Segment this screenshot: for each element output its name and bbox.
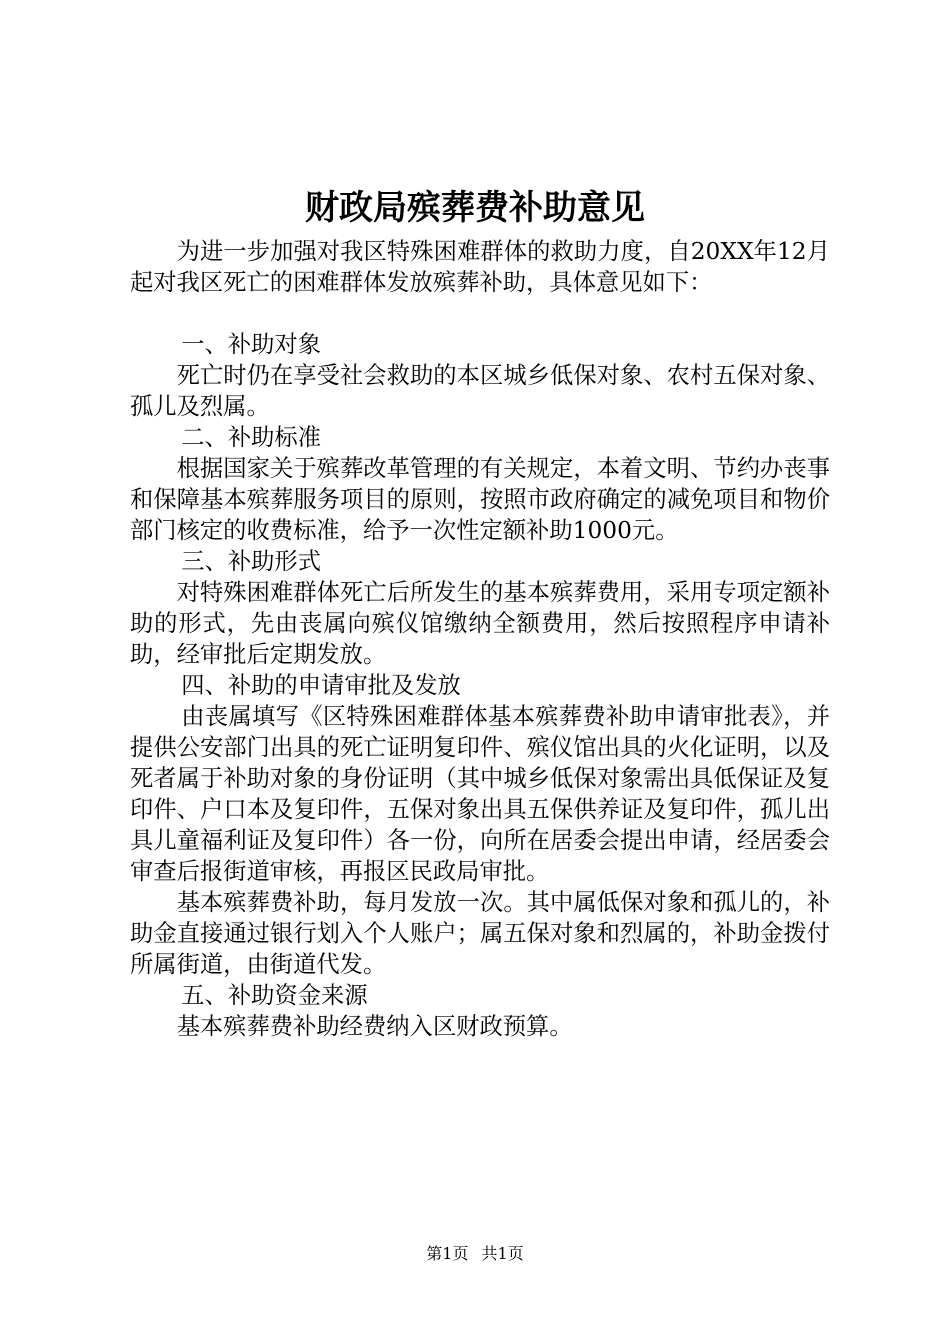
section-text-2: 根据国家关于殡葬改革管理的有关规定，本着文明、节约办丧事和保障基本殡葬服务项目的原则，按照市政府确定的减免项目和物价部门核定的收费标准，给予一次性定额补助1000元。: [130, 455, 830, 544]
section-heading-1: 一、补助对象: [181, 331, 322, 358]
section-heading-4: 四、补助的申请审批及发放: [181, 672, 461, 699]
section-text-4b: 基本殡葬费补助，每月发放一次。其中属低保对象和孤儿的，补助金直接通过银行划入个人账户；属五保对象和烈属的，补助金拨付所属街道，由街道代发。: [130, 889, 830, 978]
page-number: 第1页: [426, 1244, 469, 1263]
section-heading-3: 三、补助形式: [181, 548, 322, 575]
section-text-3: 对特殊困难群体死亡后所发生的基本殡葬费用，采用专项定额补助的形式，先由丧属向殡仪馆缴纳全额费用，然后按照程序申请补助，经审批后定期发放。: [130, 579, 830, 668]
page-total: 共1页: [481, 1244, 524, 1263]
intro-paragraph: 为进一步加强对我区特殊困难群体的救助力度，自20XX年12月起对我区死亡的困难群体发放殡葬补助，具体意见如下：: [130, 238, 830, 296]
document-title: 财政局殡葬费补助意见: [305, 188, 645, 228]
section-text-5: 基本殡葬费补助经费纳入区财政预算。: [176, 1013, 573, 1040]
section-heading-2: 二、补助标准: [181, 424, 322, 451]
section-heading-5: 五、补助资金来源: [181, 982, 368, 1009]
section-text-1: 死亡时仍在享受社会救助的本区城乡低保对象、农村五保对象、孤儿及烈属。: [130, 362, 830, 420]
document-body: [130, 236, 830, 1042]
section-text-4a: 由丧属填写《区特殊困难群体基本殡葬费补助申请审批表》，并提供公安部门出具的死亡证明复印件、殡仪馆出具的火化证明，以及死者属于补助对象的身份证明（其中城乡低保对象需出具低保证及复印件、户口本及复印件，五保对象出具五保供养证及复印件，孤儿出具儿童福利证及复印件）各一份，向所在居委会提出申请，经居委会审查后报街道审核，再报区民政局审批。: [130, 703, 830, 885]
page-footer: [0, 1242, 950, 1266]
